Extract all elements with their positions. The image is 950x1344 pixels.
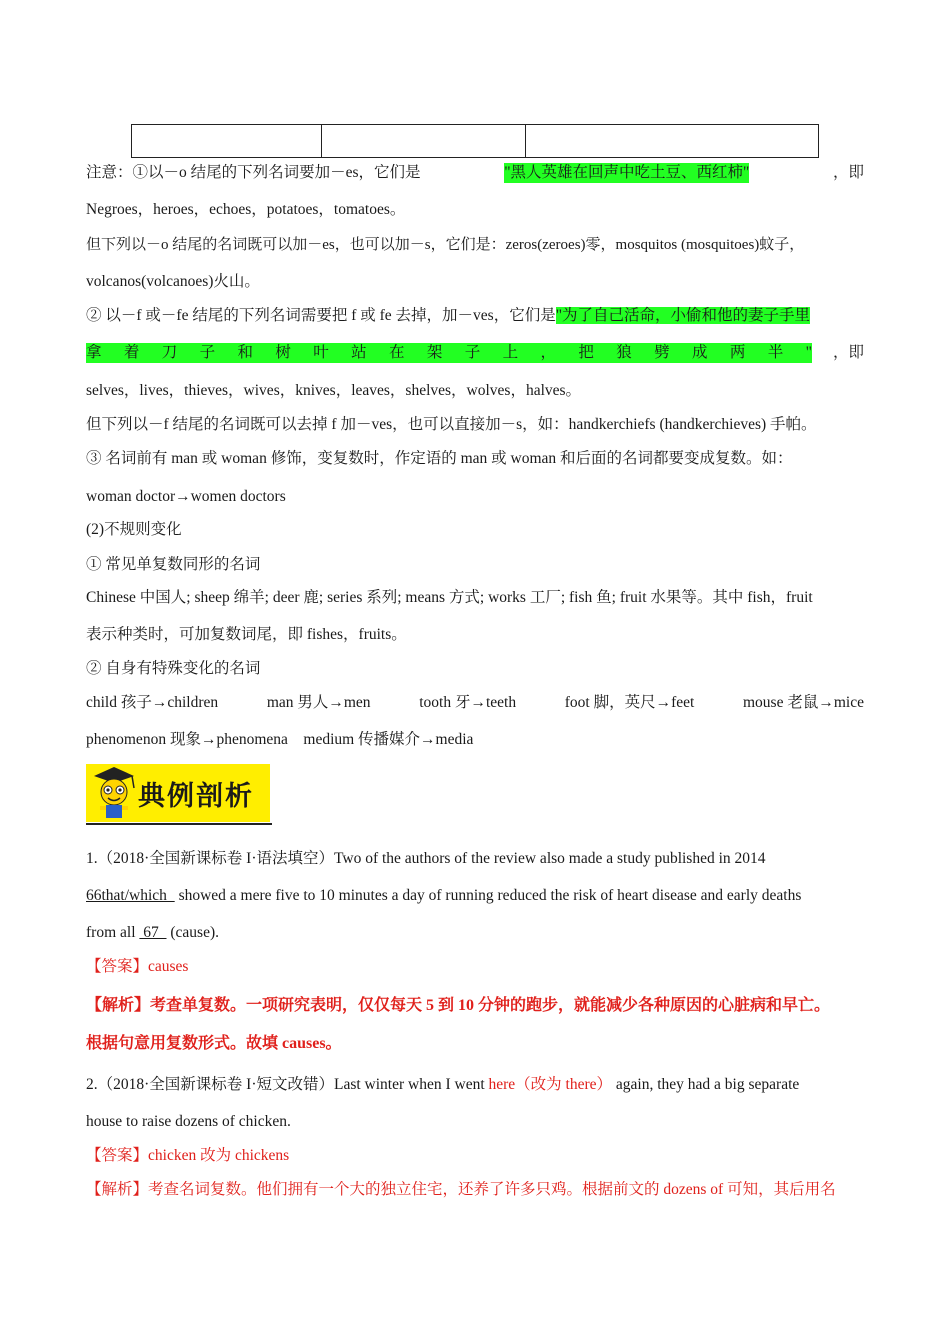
mnemonic-highlight: "黑人英雄在回声中吃土豆、西红柿" — [504, 164, 750, 181]
note2-tail: ，即 — [832, 344, 864, 361]
mnemonic-char: 树 — [275, 344, 291, 361]
irregular-pairs2: phenomenon 现象→phenomena medium 传播媒介→media — [86, 731, 474, 748]
mnemonic-char: 子 — [199, 344, 216, 361]
pair-foot: foot 脚，英尺→feet — [564, 694, 695, 711]
q2-line2: house to raise dozens of chicken. — [86, 1113, 291, 1130]
note3-text: ③ 名词前有 man 或 woman 修饰，变复数时，作定语的 man 或 woman 和后面的名词都要变成复数。如： — [86, 450, 793, 467]
note1-line — [86, 163, 864, 183]
answer-value: causes — [148, 958, 189, 975]
q2-correction: here（改为 there） — [488, 1076, 613, 1093]
q1-line3-tail: (cause). — [166, 924, 219, 941]
blank-66: 66that/which — [86, 887, 175, 904]
mnemonic-char: 拿 — [86, 344, 102, 361]
mnemonic-char: 子 — [464, 344, 481, 361]
mnemonic-char: 把 — [578, 344, 594, 361]
note3-example: woman doctor→women doctors — [86, 488, 286, 505]
answer-label: 【答案】 — [86, 1147, 149, 1164]
answer-label: 【答案】 — [86, 958, 149, 975]
note2-text: ② 以－f 或－fe 结尾的下列名词需要把 f 或 fe 去掉，加－ves，它们是 — [86, 307, 556, 324]
mnemonic-char: 刀 — [161, 344, 178, 361]
note2-examples: selves，lives，thieves，wives，knives，leaves，shelves，wolves，halves。 — [86, 382, 582, 399]
note1-text: 注意：①以－o 结尾的下列名词要加－es，它们是 — [86, 164, 421, 181]
irregular-sub2: ② 自身有特殊变化的名词 — [86, 660, 261, 677]
mnemonic-char: ， — [540, 344, 557, 361]
q1-line3 — [86, 923, 219, 943]
q1-line3-text: from all — [86, 924, 140, 941]
mnemonic-char: 着 — [123, 344, 140, 361]
irregular-list1-cont: 表示种类时，可加复数词尾，即 fishes，fruits。 — [86, 626, 407, 643]
q1-line2-text: showed a mere five to 10 minutes a day of running reduced the risk of heart disease and early deaths — [174, 887, 802, 904]
irregular-sub1: ① 常见单复数同形的名词 — [86, 556, 261, 573]
q2-analysis: 【解析】考查名词复数。他们拥有一个大的独立住宅，还养了许多只鸡。根据前文的 dozens of 可知，其后用名 — [86, 1181, 836, 1198]
q2-line1-text: 2.（2018·全国新课标卷 I·短文改错）Last winter when I went — [86, 1076, 489, 1093]
q1-answer — [86, 957, 188, 977]
mnemonic-char: 在 — [389, 344, 405, 361]
scholar-mascot-icon — [88, 764, 138, 822]
mnemonic-char: 架 — [426, 344, 443, 361]
q1-line2 — [86, 886, 801, 906]
note2-exception: 但下列以－f 结尾的名词既可以去掉 f 加－ves，也可以直接加－s，如：handkerchiefs (handkerchieves) 手帕。 — [86, 416, 817, 433]
blank-67: 67 — [139, 924, 167, 941]
mnemonic-char: 站 — [351, 344, 367, 361]
pair-man: man 男人→men — [266, 694, 371, 711]
q2-line1 — [86, 1075, 799, 1095]
mnemonic-char: 上 — [502, 344, 519, 361]
q1-analysis-cont: 根据句意用复数形式。故填 causes。 — [86, 1035, 342, 1052]
note1-exception-cont: volcanos(volcanoes)火山。 — [86, 273, 260, 290]
table-cell — [322, 125, 526, 158]
q2-line1-tail: again, they had a big separate — [612, 1076, 800, 1093]
note1-tail: ，即 — [832, 164, 864, 181]
note2-line — [86, 306, 810, 326]
mnemonic-char: 和 — [237, 344, 254, 361]
note2-line2 — [86, 343, 864, 363]
top-table-fragment — [131, 124, 819, 158]
mnemonic-char: 成 — [692, 344, 708, 361]
mnemonic-char: 两 — [729, 344, 746, 361]
q1-line1: 1.（2018·全国新课标卷 I·语法填空）Two of the authors of the review also made a study published in 2014 — [86, 850, 766, 867]
section-divider — [86, 823, 272, 825]
mnemonic-char: 叶 — [313, 344, 329, 361]
note1-exception: 但下列以－o 结尾的名词既可以加－es，也可以加－s，它们是：zeros(zeroes)零，mosquitos (mosquitoes)蚊子， — [86, 237, 805, 253]
irregular-heading: (2)不规则变化 — [86, 521, 182, 538]
pair-mouse: mouse 老鼠→mice — [742, 694, 864, 711]
mnemonic-char: 半 — [767, 344, 784, 361]
mnemonic-char: 劈 — [654, 344, 670, 361]
irregular-pairs — [86, 693, 864, 713]
q1-analysis: 【解析】考查单复数。一项研究表明，仅仅每天 5 到 10 分钟的跑步，就能减少各种原因的心脏病和早亡。 — [86, 997, 831, 1014]
pair-child: child 孩子→children — [86, 694, 219, 711]
q2-answer — [86, 1146, 289, 1166]
section-badge — [86, 764, 270, 822]
answer-value: chicken 改为 chickens — [148, 1147, 290, 1164]
pair-tooth: tooth 牙→teeth — [419, 694, 517, 711]
table-cell — [526, 125, 819, 158]
table-cell — [132, 125, 322, 158]
mnemonic-highlight: "为了自己活命，小偷和他的妻子手里 — [555, 307, 811, 324]
section-title: 典例剖析 — [138, 781, 254, 812]
mnemonic-char: 狼 — [616, 344, 632, 361]
mnemonic-highlight-cont — [86, 343, 812, 363]
mnemonic-char: " — [805, 344, 812, 361]
note1-examples: Negroes，heroes，echoes，potatoes，tomatoes。 — [86, 201, 406, 218]
irregular-list1: Chinese 中国人; sheep 绵羊; deer 鹿; series 系列; means 方式; works 工厂; fish 鱼; fruit 水果等。其中 fish，fruit — [86, 589, 813, 606]
